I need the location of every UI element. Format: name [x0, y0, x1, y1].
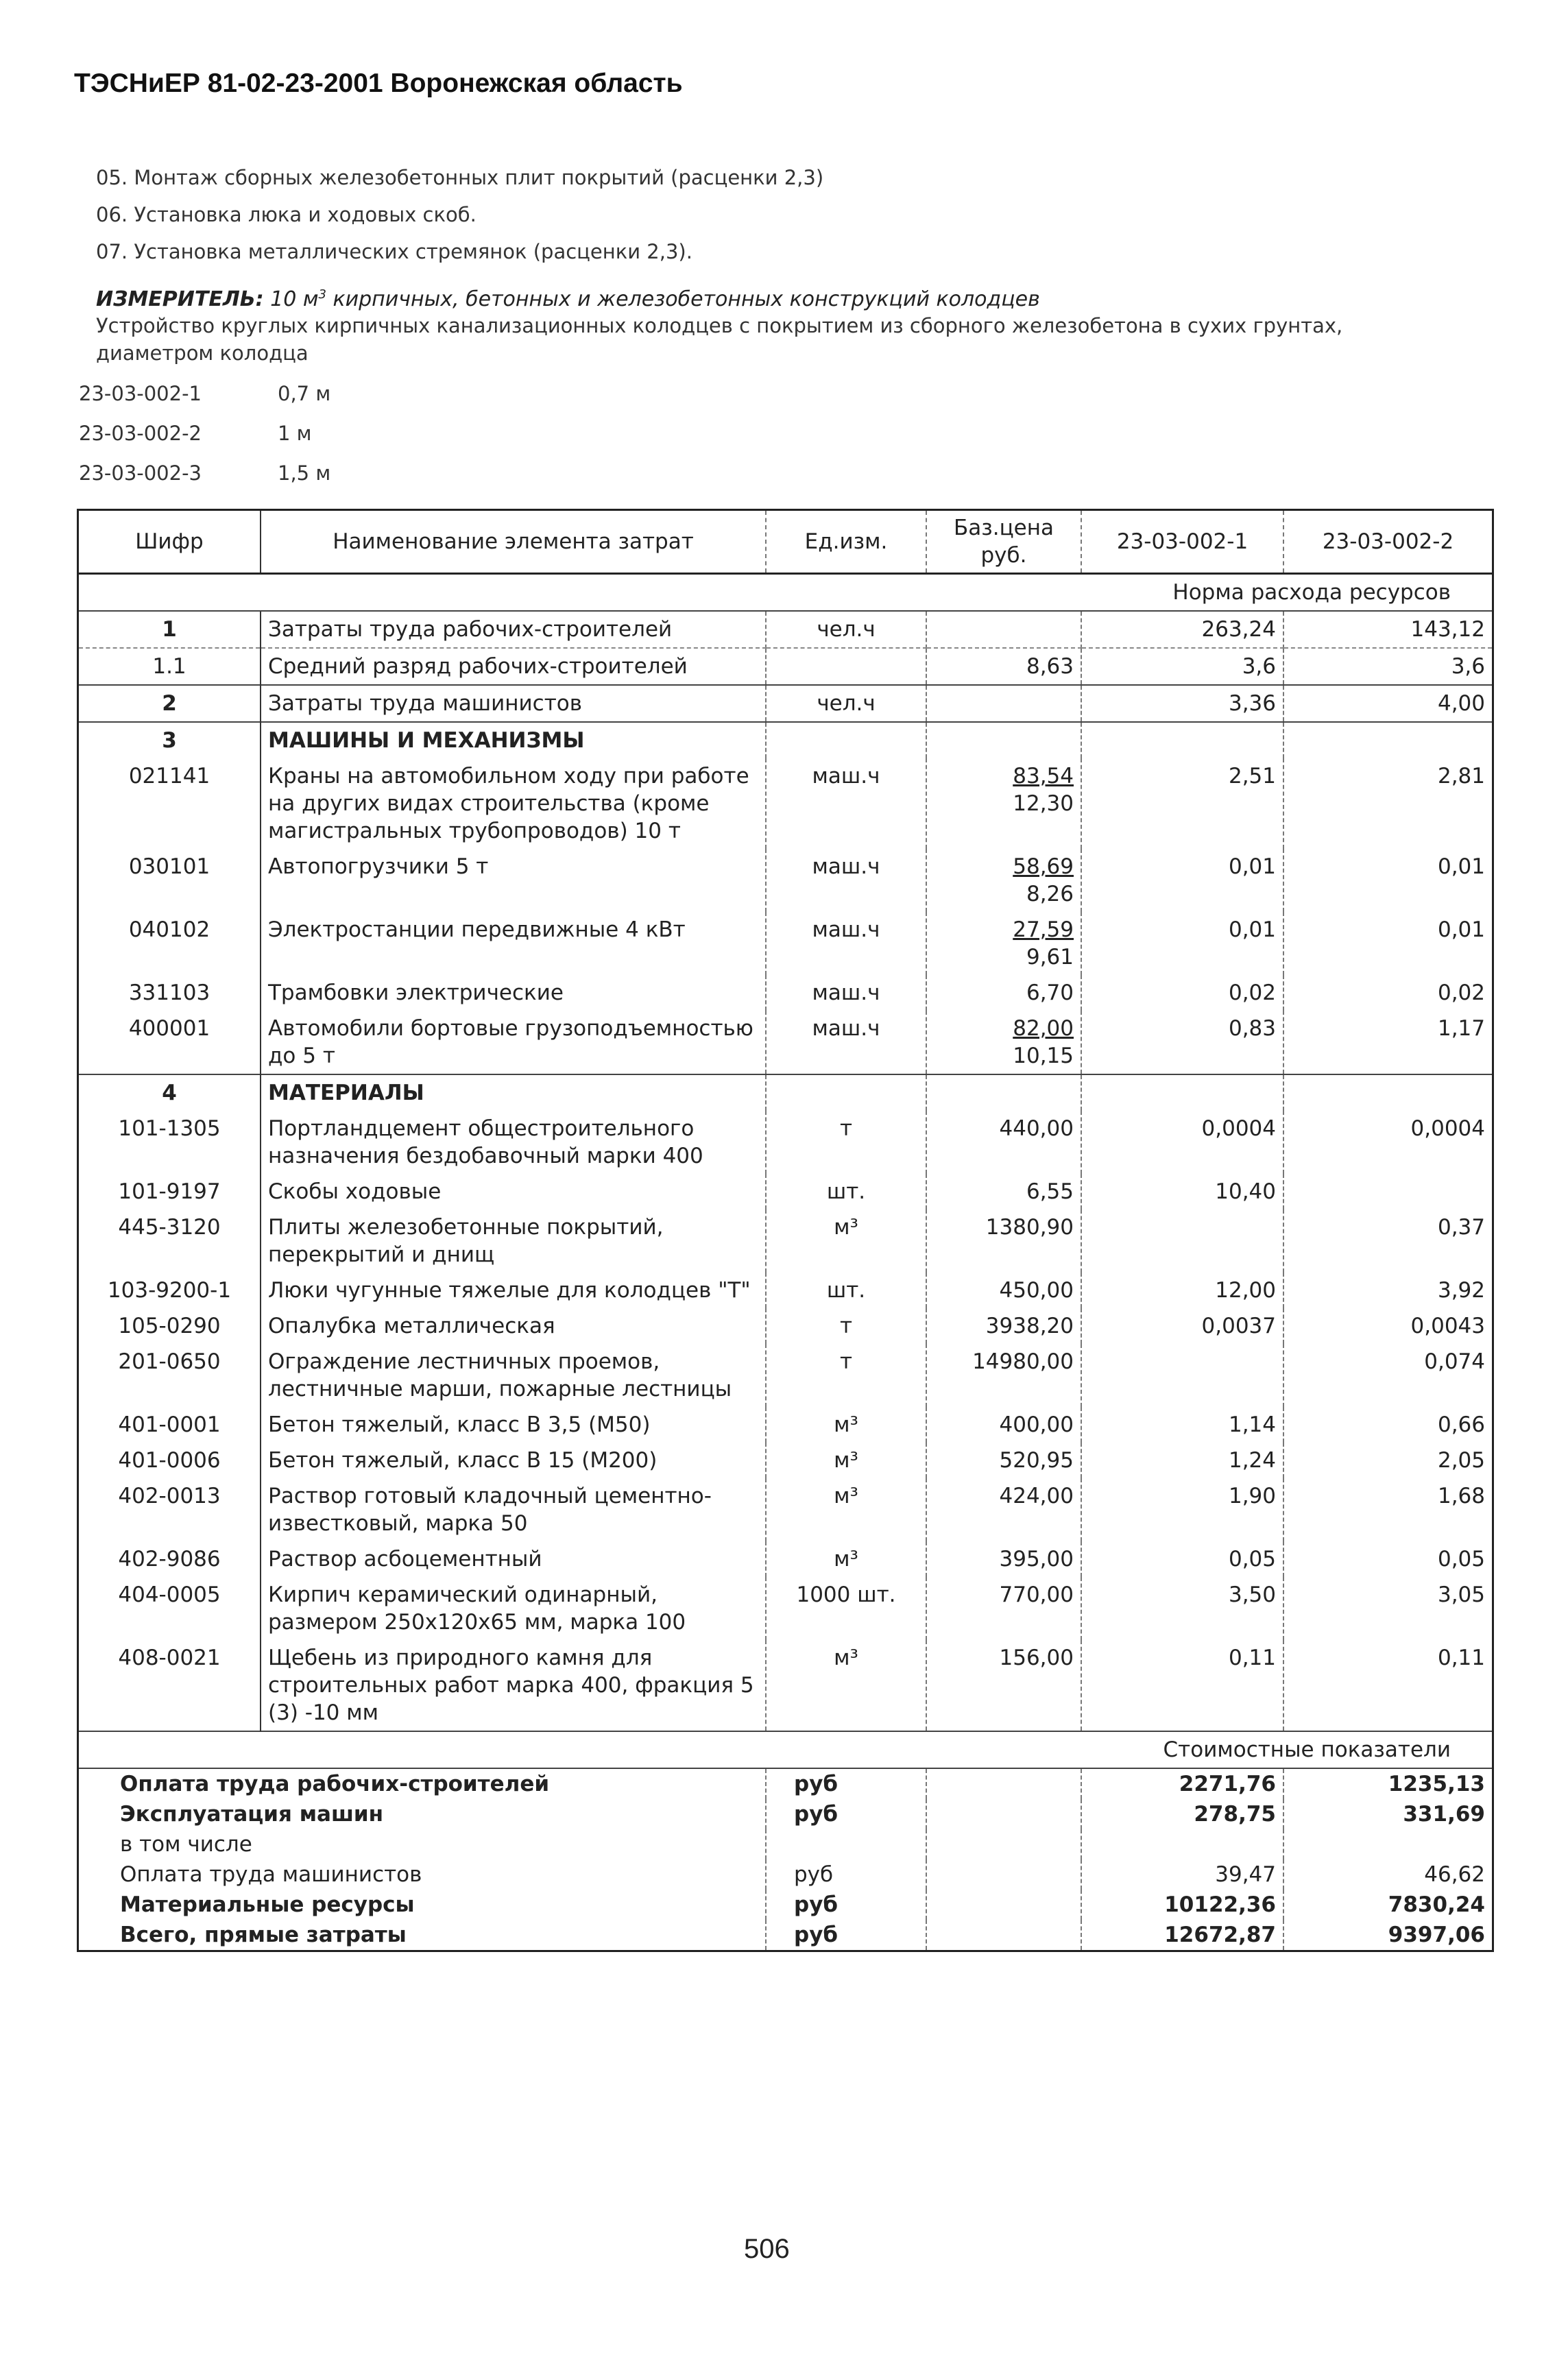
row-value-1: 263,24	[1081, 611, 1283, 648]
row-name: Щебень из природного камня для строительных работ марка 400, фракция 5 (3) -10 мм	[261, 1640, 766, 1731]
row-value-2: 0,0043	[1410, 1314, 1485, 1338]
cost-label: Материальные ресурсы	[78, 1890, 767, 1920]
row-name: Затраты труда рабочих-строителей	[261, 611, 766, 648]
row-value-2: 1,68	[1437, 1484, 1485, 1508]
header-unit: Ед.изм.	[766, 510, 926, 574]
table-row	[78, 1640, 1493, 1731]
cost-unit: руб	[766, 1890, 926, 1920]
row-value-1: 0,0004	[1081, 1111, 1283, 1174]
row-name: Люки чугунные тяжелые для колодцев "Т"	[261, 1273, 766, 1308]
row-unit: маш.ч	[766, 758, 926, 849]
row-code: 201-0650	[78, 1344, 261, 1407]
row-price-main: 440,00	[999, 1116, 1074, 1141]
table-row	[78, 975, 1493, 1011]
measure-line	[96, 280, 1040, 315]
row-price-main: 395,00	[999, 1547, 1074, 1572]
row-code: 404-0005	[78, 1577, 261, 1640]
row-name: Раствор асбоцементный	[261, 1541, 766, 1577]
intro-item: 07. Установка металлических стремянок (расценки 2,3).	[96, 240, 692, 263]
row-code: 101-1305	[78, 1111, 261, 1174]
row-name: Плиты железобетонные покрытий, перекрытий и днищ	[261, 1209, 766, 1273]
cost-value-2	[1283, 1829, 1493, 1859]
row-price-main: 400,00	[999, 1412, 1074, 1437]
code-list	[79, 374, 330, 493]
cost-value-1: 2271,76	[1081, 1768, 1283, 1799]
cost-row	[78, 1768, 1493, 1799]
row-unit: маш.ч	[766, 1011, 926, 1074]
row-value-2: 0,01	[1437, 854, 1485, 879]
table-row	[78, 685, 1493, 722]
row-value-2: 2,05	[1437, 1448, 1485, 1473]
row-name: МАТЕРИАЛЫ	[261, 1074, 766, 1111]
row-unit: чел.ч	[766, 611, 926, 648]
row-value-1: 0,83	[1081, 1011, 1283, 1074]
row-code: 030101	[78, 849, 261, 912]
table-row	[78, 722, 1493, 758]
cost-value-2: 7830,24	[1388, 1892, 1485, 1917]
table-row	[78, 1344, 1493, 1407]
row-value-2	[1283, 722, 1493, 758]
row-value-2: 143,12	[1283, 611, 1493, 648]
intro-item: 05. Монтаж сборных железобетонных плит покрытий (расценки 2,3)	[96, 166, 824, 189]
measure-unit: 10 м	[270, 287, 319, 311]
row-code: 402-0013	[78, 1478, 261, 1541]
row-value-2: 0,0004	[1410, 1116, 1485, 1141]
row-unit	[766, 722, 926, 758]
row-value-1: 3,6	[1081, 648, 1283, 685]
header-name: Наименование элемента затрат	[261, 510, 766, 574]
cost-price-empty	[926, 1799, 1081, 1829]
cost-label: Эксплуатация машин	[78, 1799, 767, 1829]
row-unit	[766, 1074, 926, 1111]
row-code: 4	[78, 1074, 261, 1111]
row-name: Краны на автомобильном ходу при работе на других видах строительства (кроме магистральных трубопроводов) 10 т	[261, 758, 766, 849]
row-price-main: 520,95	[999, 1448, 1074, 1473]
row-price	[926, 1111, 1081, 1174]
code-value: 0,7 м	[278, 382, 331, 405]
row-price-labor: 12,30	[1013, 791, 1074, 816]
table-row	[78, 1273, 1493, 1308]
row-value-2: 0,074	[1424, 1349, 1485, 1374]
row-price-main: 424,00	[999, 1484, 1074, 1508]
row-price	[926, 1273, 1081, 1308]
row-price	[926, 648, 1081, 685]
cost-unit: руб	[766, 1768, 926, 1799]
cost-band-label: Стоимостные показатели	[78, 1731, 1493, 1768]
cost-unit	[766, 1829, 926, 1859]
cost-band-row	[78, 1731, 1493, 1768]
row-value-1: 10,40	[1081, 1174, 1283, 1209]
row-code: 040102	[78, 912, 261, 975]
row-code: 401-0001	[78, 1407, 261, 1443]
row-unit: м³	[766, 1640, 926, 1731]
code-row	[79, 413, 330, 453]
row-unit: маш.ч	[766, 975, 926, 1011]
row-value-2	[1283, 1074, 1493, 1111]
row-value-2: 3,92	[1437, 1278, 1485, 1303]
row-code: 1	[78, 611, 261, 648]
row-code: 021141	[78, 758, 261, 849]
row-name: МАШИНЫ И МЕХАНИЗМЫ	[261, 722, 766, 758]
row-value-2: 3,6	[1283, 648, 1493, 685]
row-value-1: 3,50	[1081, 1577, 1283, 1640]
row-name: Ограждение лестничных проемов, лестничные марши, пожарные лестницы	[261, 1344, 766, 1407]
row-price-main: 8,63	[1026, 654, 1074, 679]
row-code: 103-9200-1	[78, 1273, 261, 1308]
table-row	[78, 849, 1493, 912]
cost-unit: руб	[766, 1859, 926, 1890]
cost-label: в том числе	[78, 1829, 767, 1859]
cost-price-empty	[926, 1890, 1081, 1920]
row-unit: т	[766, 1111, 926, 1174]
code-id: 23-03-002-2	[79, 422, 202, 445]
row-value-1: 12,00	[1081, 1273, 1283, 1308]
row-value-1: 0,01	[1081, 912, 1283, 975]
row-price-main: 770,00	[999, 1582, 1074, 1607]
row-name: Раствор готовый кладочный цементно-известковый, марка 50	[261, 1478, 766, 1541]
row-code: 408-0021	[78, 1640, 261, 1731]
row-price	[926, 1174, 1081, 1209]
cost-value-1: 10122,36	[1081, 1890, 1283, 1920]
row-value-2: 0,66	[1437, 1412, 1485, 1437]
row-price	[926, 1640, 1081, 1731]
cost-label: Всего, прямые затраты	[78, 1920, 767, 1951]
row-price-labor: 8,26	[1026, 882, 1074, 906]
row-value-2: 0,11	[1437, 1646, 1485, 1670]
row-price	[926, 975, 1081, 1011]
row-unit: маш.ч	[766, 912, 926, 975]
table-row	[78, 1011, 1493, 1074]
row-name: Затраты труда машинистов	[261, 685, 766, 722]
row-price-main: 83,54	[1013, 764, 1074, 788]
row-value-2: 0,05	[1437, 1547, 1485, 1572]
code-value: 1,5 м	[278, 461, 331, 485]
row-price	[926, 912, 1081, 975]
row-code: 3	[78, 722, 261, 758]
row-price	[926, 1407, 1081, 1443]
table-row	[78, 1443, 1493, 1478]
code-id: 23-03-002-3	[79, 461, 202, 485]
row-price	[926, 1074, 1081, 1111]
row-value-1	[1081, 1344, 1283, 1407]
table-row	[78, 1209, 1493, 1273]
row-value-1: 3,36	[1081, 685, 1283, 722]
code-value: 1 м	[278, 422, 312, 445]
row-value-1: 0,05	[1081, 1541, 1283, 1577]
cost-unit: руб	[766, 1799, 926, 1829]
norms-table	[77, 509, 1494, 1952]
row-name: Бетон тяжелый, класс В 15 (М200)	[261, 1443, 766, 1478]
table-row	[78, 1577, 1493, 1640]
page-number: 506	[744, 2234, 790, 2264]
table-row	[78, 1407, 1493, 1443]
row-price-main: 450,00	[999, 1278, 1074, 1303]
cost-value-2: 46,62	[1424, 1862, 1485, 1887]
row-code: 1.1	[78, 648, 261, 685]
row-value-1: 1,14	[1081, 1407, 1283, 1443]
row-unit: м³	[766, 1407, 926, 1443]
table-row	[78, 1111, 1493, 1174]
row-unit: т	[766, 1308, 926, 1344]
cost-value-1: 278,75	[1081, 1799, 1283, 1829]
row-code: 101-9197	[78, 1174, 261, 1209]
norm-band-label: Норма расхода ресурсов	[78, 574, 1493, 612]
cost-row	[78, 1920, 1493, 1951]
row-name: Трамбовки электрические	[261, 975, 766, 1011]
code-id: 23-03-002-1	[79, 382, 202, 405]
row-price-labor: 9,61	[1026, 945, 1074, 970]
row-name: Автомобили бортовые грузоподъемностью до 5 т	[261, 1011, 766, 1074]
row-price	[926, 849, 1081, 912]
table-row	[78, 1541, 1493, 1577]
row-price-main: 156,00	[999, 1646, 1074, 1670]
code-row	[79, 453, 330, 493]
row-price-main: 1380,90	[985, 1215, 1074, 1240]
table-row	[78, 611, 1493, 648]
row-price	[926, 1478, 1081, 1541]
row-code: 402-9086	[78, 1541, 261, 1577]
header-col2: 23-03-002-2	[1283, 510, 1493, 574]
row-price	[926, 1344, 1081, 1407]
row-unit: 1000 шт.	[766, 1577, 926, 1640]
row-unit: м³	[766, 1478, 926, 1541]
row-value-1	[1081, 1074, 1283, 1111]
row-name: Средний разряд рабочих-строителей	[261, 648, 766, 685]
row-code: 400001	[78, 1011, 261, 1074]
row-code: 401-0006	[78, 1443, 261, 1478]
table-row	[78, 912, 1493, 975]
row-price	[926, 1577, 1081, 1640]
header-price: Баз.цена руб.	[926, 510, 1081, 574]
row-price-main: 14980,00	[972, 1349, 1074, 1374]
row-price-main: 3938,20	[985, 1314, 1074, 1338]
row-unit: т	[766, 1344, 926, 1407]
row-value-1	[1081, 722, 1283, 758]
measure-text: кирпичных, бетонных и железобетонных конструкций колодцев	[333, 287, 1040, 311]
header-code: Шифр	[78, 510, 261, 574]
row-value-2: 1,17	[1437, 1016, 1485, 1041]
row-value-2: 2,81	[1437, 764, 1485, 788]
cost-price-empty	[926, 1859, 1081, 1890]
row-value-1	[1081, 1209, 1283, 1273]
row-value-1: 0,02	[1081, 975, 1283, 1011]
row-price	[926, 1308, 1081, 1344]
row-name: Скобы ходовые	[261, 1174, 766, 1209]
cost-price-empty	[926, 1768, 1081, 1799]
table-row	[78, 758, 1493, 849]
row-price-main: 82,00	[1013, 1016, 1074, 1041]
row-price	[926, 1011, 1081, 1074]
row-price-labor: 10,15	[1013, 1044, 1074, 1068]
row-name: Кирпич керамический одинарный, размером 250x120x65 мм, марка 100	[261, 1577, 766, 1640]
row-value-2	[1283, 1174, 1493, 1209]
cost-value-1	[1081, 1829, 1283, 1859]
row-code: 331103	[78, 975, 261, 1011]
row-value-1: 0,0037	[1081, 1308, 1283, 1344]
measure-label: ИЗМЕРИТЕЛЬ:	[96, 287, 264, 311]
row-value-1: 1,90	[1081, 1478, 1283, 1541]
document-header: ТЭСНиЕР 81-02-23-2001 Воронежская область	[74, 69, 683, 98]
row-price	[926, 1541, 1081, 1577]
row-price	[926, 685, 1081, 722]
row-value-2: 0,01	[1437, 917, 1485, 942]
table-row	[78, 648, 1493, 685]
row-price-main: 6,70	[1026, 980, 1074, 1005]
row-price-main: 6,55	[1026, 1179, 1074, 1204]
row-name: Опалубка металлическая	[261, 1308, 766, 1344]
row-price	[926, 611, 1081, 648]
intro-list	[96, 159, 823, 270]
row-unit: м³	[766, 1443, 926, 1478]
row-value-2: 3,05	[1437, 1582, 1485, 1607]
cost-value-1: 39,47	[1081, 1859, 1283, 1890]
row-unit: чел.ч	[766, 685, 926, 722]
intro-item: 06. Установка люка и ходовых скоб.	[96, 203, 477, 226]
cost-label: Оплата труда машинистов	[78, 1859, 767, 1890]
cost-label: Оплата труда рабочих-строителей	[78, 1768, 767, 1799]
row-name: Бетон тяжелый, класс В 3,5 (М50)	[261, 1407, 766, 1443]
row-price	[926, 758, 1081, 849]
table-row	[78, 1478, 1493, 1541]
table-header-row	[78, 510, 1493, 574]
cost-row	[78, 1859, 1493, 1890]
row-value-1: 0,11	[1081, 1640, 1283, 1731]
code-row	[79, 374, 330, 413]
norm-band-row	[78, 574, 1493, 612]
row-code: 105-0290	[78, 1308, 261, 1344]
row-value-1: 1,24	[1081, 1443, 1283, 1478]
measure-sup: 3	[318, 287, 326, 302]
row-unit	[766, 648, 926, 685]
row-value-2: 0,37	[1437, 1215, 1485, 1240]
row-value-1: 2,51	[1081, 758, 1283, 849]
table-row	[78, 1074, 1493, 1111]
table-row	[78, 1174, 1493, 1209]
row-unit: шт.	[766, 1174, 926, 1209]
row-unit: шт.	[766, 1273, 926, 1308]
row-price-main: 58,69	[1013, 854, 1074, 879]
header-col1: 23-03-002-1	[1081, 510, 1283, 574]
row-name: Электростанции передвижные 4 кВт	[261, 912, 766, 975]
row-name: Портландцемент общестроительного назначения бездобавочный марки 400	[261, 1111, 766, 1174]
cost-value-2: 331,69	[1403, 1802, 1485, 1827]
row-unit: м³	[766, 1209, 926, 1273]
row-value-2: 4,00	[1283, 685, 1493, 722]
row-unit: м³	[766, 1541, 926, 1577]
row-name: Автопогрузчики 5 т	[261, 849, 766, 912]
row-price	[926, 1443, 1081, 1478]
row-code: 2	[78, 685, 261, 722]
table-row	[78, 1308, 1493, 1344]
cost-row	[78, 1829, 1493, 1859]
cost-value-1: 12672,87	[1081, 1920, 1283, 1951]
row-price	[926, 1209, 1081, 1273]
cost-row	[78, 1890, 1493, 1920]
row-value-2: 0,02	[1437, 980, 1485, 1005]
row-price	[926, 722, 1081, 758]
cost-unit: руб	[766, 1920, 926, 1951]
work-description: Устройство круглых кирпичных канализационных колодцев с покрытием из сборного железобетона в сухих грунтах, диаметром колодца	[96, 314, 1343, 365]
row-code: 445-3120	[78, 1209, 261, 1273]
row-unit: маш.ч	[766, 849, 926, 912]
row-value-1: 0,01	[1081, 849, 1283, 912]
cost-price-empty	[926, 1920, 1081, 1951]
row-price-main: 27,59	[1013, 917, 1074, 942]
cost-value-2: 9397,06	[1388, 1923, 1485, 1947]
cost-price-empty	[926, 1829, 1081, 1859]
cost-row	[78, 1799, 1493, 1829]
cost-value-2: 1235,13	[1388, 1772, 1485, 1796]
